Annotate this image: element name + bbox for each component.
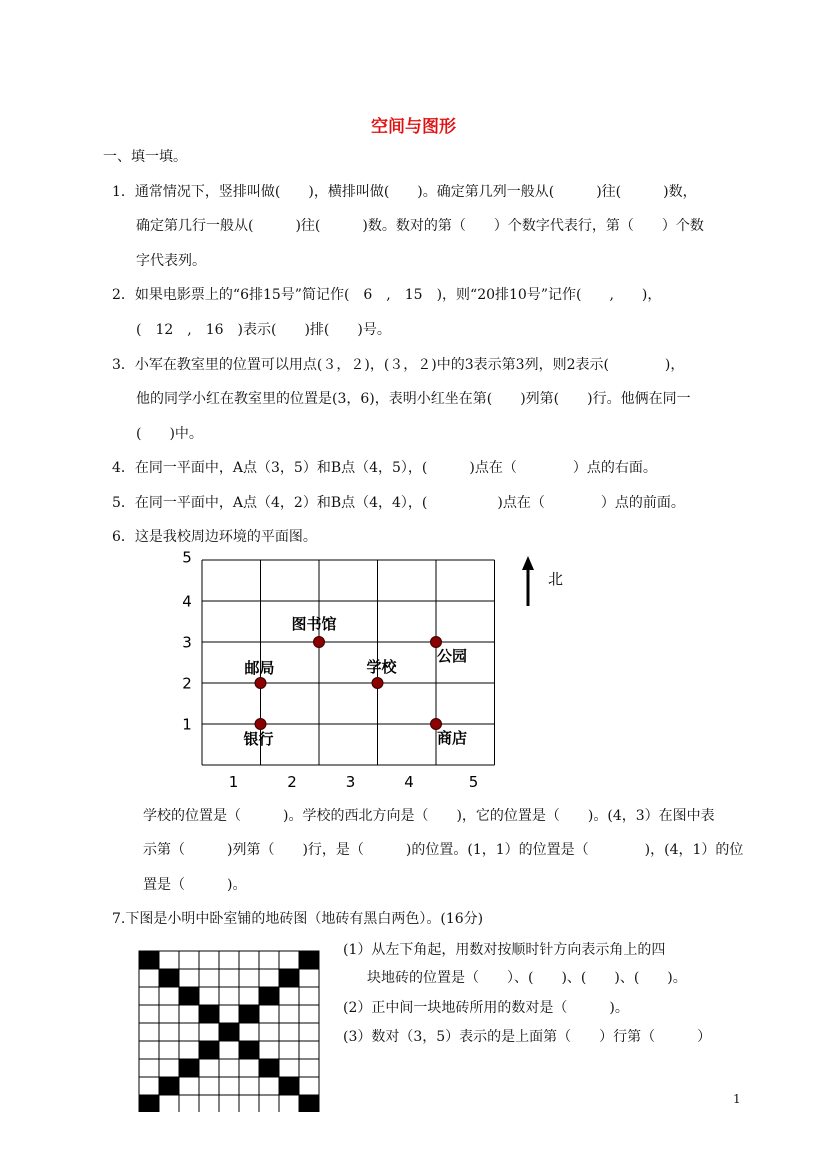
black-tile xyxy=(299,951,319,969)
q3-line3: ( )中。 xyxy=(136,426,203,442)
white-tile xyxy=(199,1059,219,1077)
place-label: 图书馆 xyxy=(291,615,337,633)
q7-intro: 7.下图是小明中卧室铺的地砖图（地砖有黑白两色）。(16分) xyxy=(112,911,484,927)
q7-part1b: 块地砖的位置是（ ）、( )、( )、( )。 xyxy=(367,970,687,986)
section-heading: 一、填一填。 xyxy=(103,149,187,165)
white-tile xyxy=(159,1095,179,1112)
black-tile xyxy=(159,969,179,987)
white-tile xyxy=(159,1059,179,1077)
q6-intro: 6．这是我校周边环境的平面图。 xyxy=(112,529,317,545)
white-tile xyxy=(199,1095,219,1112)
x-tick-label: 1 xyxy=(228,773,239,791)
white-tile xyxy=(199,951,219,969)
place-label: 邮局 xyxy=(244,659,275,677)
q1-line2: 确定第几行一般从( )往( )数。数对的第（ ）个数字代表行，第（ ）个数 xyxy=(136,218,704,234)
white-tile xyxy=(159,987,179,1005)
x-tick-label: 4 xyxy=(404,773,414,791)
white-tile xyxy=(159,1023,179,1041)
white-tile xyxy=(279,1023,299,1041)
place-label: 公园 xyxy=(436,647,468,665)
white-tile xyxy=(239,951,259,969)
q5-line: 5．在同一平面中，A点（4，2）和B点（4，4），( )点在（ ）点的前面。 xyxy=(112,495,685,511)
white-tile xyxy=(179,1005,199,1023)
q6-line3: 置是（ )。 xyxy=(143,877,247,893)
black-tile xyxy=(199,1005,219,1023)
black-tile xyxy=(259,987,279,1005)
black-tile xyxy=(179,1059,199,1077)
q7-part2: (2）正中间一块地砖所用的数对是（ )。 xyxy=(343,1000,629,1016)
place-point xyxy=(431,637,442,648)
white-tile xyxy=(139,1023,159,1041)
q1-line3: 字代表列。 xyxy=(136,253,206,269)
white-tile xyxy=(239,1077,259,1095)
white-tile xyxy=(239,1095,259,1112)
white-tile xyxy=(279,1005,299,1023)
white-tile xyxy=(179,951,199,969)
white-tile xyxy=(179,1041,199,1059)
map-axis-ticks xyxy=(182,549,478,792)
white-tile xyxy=(219,1005,239,1023)
white-tile xyxy=(139,1059,159,1077)
white-tile xyxy=(279,987,299,1005)
white-tile xyxy=(179,969,199,987)
black-tile xyxy=(259,1059,279,1077)
white-tile xyxy=(219,1095,239,1112)
white-tile xyxy=(299,969,319,987)
white-tile xyxy=(279,1059,299,1077)
white-tile xyxy=(299,1077,319,1095)
q6-line2: 示第（ )列第（ )行，是（ )的位置。(1，1）的位置是（ )，(4，1）的位 xyxy=(143,842,744,858)
white-tile xyxy=(239,969,259,987)
black-tile xyxy=(179,987,199,1005)
white-tile xyxy=(299,1023,319,1041)
white-tile xyxy=(139,1077,159,1095)
black-tile xyxy=(159,1077,179,1095)
white-tile xyxy=(279,951,299,969)
north-label: 北 xyxy=(548,570,564,588)
white-tile xyxy=(279,1041,299,1059)
black-tile xyxy=(239,1041,259,1059)
white-tile xyxy=(199,987,219,1005)
black-tile xyxy=(279,969,299,987)
page-title: 空间与图形 xyxy=(371,117,456,137)
floor-tile-grid xyxy=(138,950,320,1112)
q2-line1: 2．如果电影票上的“6排15号”简记作( 6 , 15 )，则“20排10号”记作( , )， xyxy=(112,287,662,303)
y-tick-label: 4 xyxy=(182,592,192,611)
white-tile xyxy=(299,1041,319,1059)
q7-part3: (3）数对（3，5）表示的是上面第（ ）行第（ ） xyxy=(343,1029,712,1045)
white-tile xyxy=(139,1041,159,1059)
white-tile xyxy=(299,987,319,1005)
place-point xyxy=(372,678,383,689)
black-tile xyxy=(139,951,159,969)
white-tile xyxy=(259,1005,279,1023)
black-tile xyxy=(139,1095,159,1112)
white-tile xyxy=(239,1059,259,1077)
white-tile xyxy=(259,1041,279,1059)
white-tile xyxy=(259,1095,279,1112)
white-tile xyxy=(259,951,279,969)
white-tile xyxy=(239,1023,259,1041)
white-tile xyxy=(279,1095,299,1112)
q6-line1: 学校的位置是（ )。学校的西北方向是（ )，它的位置是（ )。(4，3）在图中表 xyxy=(143,808,715,824)
q4-line: 4．在同一平面中，A点（3，5）和B点（4，5），( )点在（ ）点的右面。 xyxy=(112,460,657,476)
north-arrow-icon xyxy=(522,556,534,606)
white-tile xyxy=(219,951,239,969)
white-tile xyxy=(239,987,259,1005)
white-tile xyxy=(179,1095,199,1112)
white-tile xyxy=(159,1005,179,1023)
white-tile xyxy=(139,987,159,1005)
y-tick-label: 5 xyxy=(182,548,192,567)
black-tile xyxy=(239,1005,259,1023)
white-tile xyxy=(179,1023,199,1041)
white-tile xyxy=(219,1059,239,1077)
black-tile xyxy=(279,1077,299,1095)
white-tile xyxy=(219,1077,239,1095)
place-point xyxy=(255,678,266,689)
q3-line2: 他的同学小红在教室里的位置是(3，6)，表明小红坐在第( )列第( )行。他俩在同一 xyxy=(136,391,691,407)
x-tick-label: 3 xyxy=(345,773,356,791)
q3-line1: 3．小军在教室里的位置可以用点(３，２)，(３，２)中的3表示第3列，则2表示( )， xyxy=(112,357,685,373)
white-tile xyxy=(299,1059,319,1077)
white-tile xyxy=(199,969,219,987)
black-tile xyxy=(299,1095,319,1112)
map-places xyxy=(243,615,467,748)
q1-line1: 1．通常情况下，竖排叫做( )，横排叫做( )。确定第几列一般从( )往( )数， xyxy=(112,184,697,200)
white-tile xyxy=(259,1023,279,1041)
q2-line2: ( 12 , 16 )表示( )排( )号。 xyxy=(136,322,391,338)
y-tick-label: 2 xyxy=(182,674,192,693)
white-tile xyxy=(299,1005,319,1023)
white-tile xyxy=(259,969,279,987)
white-tile xyxy=(219,969,239,987)
y-tick-label: 1 xyxy=(182,715,192,734)
black-tile xyxy=(199,1041,219,1059)
white-tile xyxy=(219,1041,239,1059)
white-tile xyxy=(259,1077,279,1095)
x-tick-label: 5 xyxy=(468,773,479,791)
y-tick-label: 3 xyxy=(182,633,192,652)
white-tile xyxy=(139,969,159,987)
place-label: 商店 xyxy=(436,729,468,747)
campus-map xyxy=(170,548,590,798)
place-label: 学校 xyxy=(366,658,397,676)
q7-part1a: (1）从左下角起，用数对按顺时针方向表示角上的四 xyxy=(343,942,666,958)
place-label: 银行 xyxy=(243,730,274,748)
page-number: 1 xyxy=(733,1092,741,1106)
place-point xyxy=(255,719,266,730)
white-tile xyxy=(159,951,179,969)
white-tile xyxy=(219,987,239,1005)
place-point xyxy=(314,637,325,648)
white-tile xyxy=(199,1077,219,1095)
place-point xyxy=(431,719,442,730)
white-tile xyxy=(139,1005,159,1023)
white-tile xyxy=(199,1023,219,1041)
white-tile xyxy=(159,1041,179,1059)
black-tile xyxy=(219,1023,239,1041)
white-tile xyxy=(179,1077,199,1095)
x-tick-label: 2 xyxy=(287,773,297,791)
